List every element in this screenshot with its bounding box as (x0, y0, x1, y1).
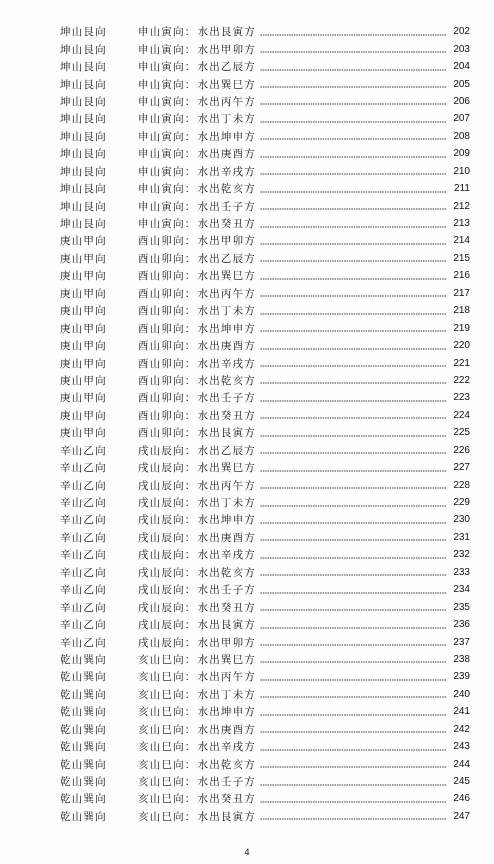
toc-page-number: 245 (453, 776, 470, 788)
toc-secondary-direction: 亥山巳向： (138, 653, 197, 666)
toc-secondary-direction: 戌山辰向： (138, 462, 197, 475)
toc-page-number: 220 (453, 340, 470, 352)
dot-leader (260, 759, 447, 769)
toc-primary-direction: 辛山乙向 (60, 619, 107, 632)
toc-water-exit: 水出巽巳方 (197, 462, 256, 475)
toc-page-number: 235 (453, 601, 470, 613)
toc-page-number: 223 (453, 392, 470, 404)
toc-entry[interactable] (60, 285, 470, 302)
toc-water-exit: 水出巽巳方 (197, 653, 256, 666)
toc-page-number: 215 (453, 252, 470, 264)
toc-page-number: 224 (453, 409, 470, 421)
toc-entry[interactable] (60, 319, 470, 336)
toc-primary-direction: 庚山甲向 (60, 427, 107, 440)
toc-secondary-direction: 酉山卯向： (138, 270, 197, 283)
toc-page-number: 225 (453, 427, 470, 439)
dot-leader (260, 794, 447, 804)
toc-secondary-direction: 申山寅向： (138, 200, 197, 213)
toc-entry[interactable] (60, 180, 470, 197)
toc-page-number: 244 (453, 758, 470, 770)
toc-page-number: 231 (453, 531, 470, 543)
toc-water-exit: 水出癸丑方 (197, 409, 256, 422)
toc-entry[interactable] (60, 598, 470, 615)
toc-page-number: 217 (453, 287, 470, 299)
toc-page-number: 209 (453, 148, 470, 160)
dot-leader (260, 358, 447, 368)
toc-entry[interactable] (60, 75, 470, 92)
toc-secondary-direction: 戌山辰向： (138, 619, 197, 632)
toc-primary-direction: 庚山甲向 (60, 409, 107, 422)
dot-leader (260, 428, 447, 438)
dot-leader (260, 253, 447, 263)
toc-water-exit: 水出丙午方 (197, 95, 256, 108)
toc-water-exit: 水出壬子方 (197, 200, 256, 213)
toc-primary-direction: 坤山艮向 (60, 183, 107, 196)
toc-water-exit: 水出庚酉方 (197, 531, 256, 544)
dot-leader (260, 410, 447, 420)
toc-secondary-direction: 戌山辰向： (138, 497, 197, 510)
toc-secondary-direction: 申山寅向： (138, 78, 197, 91)
toc-secondary-direction: 酉山卯向： (138, 340, 197, 353)
toc-entry[interactable] (60, 442, 470, 459)
toc-water-exit: 水出丙午方 (197, 671, 256, 684)
toc-water-exit: 水出壬子方 (197, 776, 256, 789)
dot-leader (260, 184, 447, 194)
dot-leader (260, 149, 447, 159)
dot-leader (260, 602, 447, 612)
toc-page-number: 229 (453, 497, 470, 509)
toc-water-exit: 水出坤申方 (197, 322, 256, 335)
dot-leader (260, 271, 447, 281)
toc-secondary-direction: 申山寅向： (138, 95, 197, 108)
toc-page-number: 222 (453, 374, 470, 386)
toc-page-number: 243 (453, 741, 470, 753)
dot-leader (260, 637, 447, 647)
toc-entry[interactable] (60, 337, 470, 354)
dot-leader (260, 236, 447, 246)
dot-leader (260, 27, 447, 37)
dot-leader (260, 375, 447, 385)
toc-entry[interactable] (60, 23, 470, 40)
toc-page-number: 234 (453, 584, 470, 596)
toc-primary-direction: 辛山乙向 (60, 584, 107, 597)
page-number: 4 (244, 847, 250, 857)
toc-water-exit: 水出乾亥方 (197, 183, 256, 196)
toc-water-exit: 水出辛戌方 (197, 357, 256, 370)
toc-secondary-direction: 戌山辰向： (138, 584, 197, 597)
toc-primary-direction: 乾山巽向 (60, 688, 107, 701)
toc-secondary-direction: 申山寅向： (138, 61, 197, 74)
toc-water-exit: 水出甲卯方 (197, 235, 256, 248)
toc-water-exit: 水出乙辰方 (197, 444, 256, 457)
toc-entry[interactable] (60, 808, 470, 825)
toc-page-number: 226 (453, 444, 470, 456)
toc-water-exit: 水出壬子方 (197, 392, 256, 405)
toc-secondary-direction: 戌山辰向： (138, 444, 197, 457)
toc-water-exit: 水出庚酉方 (197, 723, 256, 736)
toc-secondary-direction: 亥山巳向： (138, 758, 197, 771)
toc-entry[interactable] (60, 651, 470, 668)
toc-secondary-direction: 酉山卯向： (138, 235, 197, 248)
toc-water-exit: 水出乙辰方 (197, 61, 256, 74)
toc-entry[interactable] (60, 511, 470, 528)
toc-water-exit: 水出丁未方 (197, 305, 256, 318)
toc-entry[interactable] (60, 163, 470, 180)
toc-secondary-direction: 申山寅向： (138, 183, 197, 196)
toc-water-exit: 水出庚酉方 (197, 340, 256, 353)
toc-page-number: 205 (453, 78, 470, 90)
toc-secondary-direction: 亥山巳向： (138, 776, 197, 789)
toc-water-exit: 水出辛戌方 (197, 549, 256, 562)
dot-leader (260, 707, 447, 717)
dot-leader (260, 96, 447, 106)
toc-secondary-direction: 亥山巳向： (138, 671, 197, 684)
dot-leader (260, 341, 447, 351)
toc-entry[interactable] (60, 721, 470, 738)
toc-primary-direction: 庚山甲向 (60, 340, 107, 353)
toc-page-number: 240 (453, 688, 470, 700)
toc-water-exit: 水出乾亥方 (197, 566, 256, 579)
dot-leader (260, 114, 447, 124)
toc-water-exit: 水出丙午方 (197, 479, 256, 492)
toc-primary-direction: 坤山艮向 (60, 78, 107, 91)
toc-primary-direction: 乾山巽向 (60, 671, 107, 684)
toc-secondary-direction: 酉山卯向： (138, 357, 197, 370)
toc-secondary-direction: 酉山卯向： (138, 287, 197, 300)
toc-entry[interactable] (60, 354, 470, 371)
toc-secondary-direction: 亥山巳向： (138, 688, 197, 701)
toc-secondary-direction: 戌山辰向： (138, 479, 197, 492)
dot-leader (260, 288, 447, 298)
dot-leader (260, 393, 447, 403)
toc-page-number: 246 (453, 793, 470, 805)
toc-secondary-direction: 申山寅向： (138, 165, 197, 178)
toc-page-number: 230 (453, 514, 470, 526)
toc-primary-direction: 坤山艮向 (60, 26, 107, 39)
dot-leader (260, 550, 447, 560)
toc-primary-direction: 庚山甲向 (60, 322, 107, 335)
dot-leader (260, 445, 447, 455)
toc-primary-direction: 乾山巽向 (60, 776, 107, 789)
toc-entry[interactable] (60, 302, 470, 319)
toc-page-number: 202 (453, 26, 470, 38)
toc-secondary-direction: 申山寅向： (138, 113, 197, 126)
toc-entry[interactable] (60, 546, 470, 563)
toc-water-exit: 水出丙午方 (197, 287, 256, 300)
toc-entry[interactable] (60, 633, 470, 650)
dot-leader (260, 811, 447, 821)
toc-secondary-direction: 酉山卯向： (138, 392, 197, 405)
toc-secondary-direction: 戌山辰向： (138, 636, 197, 649)
toc-primary-direction: 辛山乙向 (60, 566, 107, 579)
toc-primary-direction: 坤山艮向 (60, 218, 107, 231)
toc-page-number: 210 (453, 165, 470, 177)
toc-page-number: 239 (453, 671, 470, 683)
dot-leader (260, 672, 447, 682)
toc-page-number: 221 (453, 357, 470, 369)
toc-page-number: 214 (453, 235, 470, 247)
toc-page-number: 241 (453, 706, 470, 718)
toc-entry[interactable] (60, 616, 470, 633)
toc-primary-direction: 坤山艮向 (60, 43, 107, 56)
toc-page-number: 216 (453, 270, 470, 282)
toc-entry[interactable] (60, 755, 470, 772)
toc-water-exit: 水出乾亥方 (197, 758, 256, 771)
toc-page-number: 211 (454, 183, 470, 195)
toc-entry[interactable] (60, 407, 470, 424)
toc-water-exit: 水出丁未方 (197, 688, 256, 701)
toc-page-number: 204 (453, 61, 470, 73)
toc-secondary-direction: 酉山卯向： (138, 427, 197, 440)
toc-water-exit: 水出艮寅方 (197, 26, 256, 39)
toc-primary-direction: 辛山乙向 (60, 462, 107, 475)
toc-water-exit: 水出庚酉方 (197, 148, 256, 161)
toc-primary-direction: 坤山艮向 (60, 95, 107, 108)
toc-page-number: 206 (453, 95, 470, 107)
toc-page-number: 213 (453, 218, 470, 230)
toc-entry[interactable] (60, 197, 470, 214)
dot-leader (260, 689, 447, 699)
dot-leader (260, 131, 447, 141)
toc-entry[interactable] (60, 93, 470, 110)
toc-entry[interactable] (60, 581, 470, 598)
toc-page-number: 218 (453, 305, 470, 317)
dot-leader (260, 463, 447, 473)
toc-secondary-direction: 亥山巳向： (138, 723, 197, 736)
toc-entry[interactable] (60, 476, 470, 493)
toc-entry[interactable] (60, 738, 470, 755)
dot-leader (260, 219, 447, 229)
toc-page-number: 227 (453, 462, 470, 474)
toc-primary-direction: 坤山艮向 (60, 113, 107, 126)
dot-leader (260, 166, 447, 176)
toc-primary-direction: 庚山甲向 (60, 270, 107, 283)
toc-water-exit: 水出癸丑方 (197, 601, 256, 614)
dot-leader (260, 79, 447, 89)
toc-secondary-direction: 戌山辰向： (138, 549, 197, 562)
toc-primary-direction: 辛山乙向 (60, 514, 107, 527)
toc-water-exit: 水出艮寅方 (197, 427, 256, 440)
toc-primary-direction: 辛山乙向 (60, 549, 107, 562)
toc-page-number: 212 (453, 200, 470, 212)
toc-entry[interactable] (60, 389, 470, 406)
dot-leader (260, 532, 447, 542)
toc-entry[interactable] (60, 232, 470, 249)
dot-leader (260, 44, 447, 54)
dot-leader (260, 654, 447, 664)
toc-water-exit: 水出癸丑方 (197, 218, 256, 231)
toc-page-number: 247 (453, 810, 470, 822)
toc-secondary-direction: 申山寅向： (138, 218, 197, 231)
dot-leader (260, 567, 447, 577)
dot-leader (260, 620, 447, 630)
toc-water-exit: 水出乾亥方 (197, 374, 256, 387)
dot-leader (260, 515, 447, 525)
toc-primary-direction: 坤山艮向 (60, 148, 107, 161)
toc-secondary-direction: 戌山辰向： (138, 566, 197, 579)
toc-primary-direction: 坤山艮向 (60, 130, 107, 143)
dot-leader (260, 201, 447, 211)
toc-water-exit: 水出壬子方 (197, 584, 256, 597)
toc-primary-direction: 辛山乙向 (60, 497, 107, 510)
toc-secondary-direction: 申山寅向： (138, 43, 197, 56)
toc-page-number: 242 (453, 723, 470, 735)
toc-page-number: 228 (453, 479, 470, 491)
dot-leader (260, 480, 447, 490)
toc-primary-direction: 庚山甲向 (60, 392, 107, 405)
toc-entry[interactable] (60, 529, 470, 546)
toc-water-exit: 水出辛戌方 (197, 741, 256, 754)
toc-primary-direction: 乾山巽向 (60, 793, 107, 806)
toc-water-exit: 水出甲卯方 (197, 43, 256, 56)
toc-entry[interactable] (60, 686, 470, 703)
toc-primary-direction: 辛山乙向 (60, 444, 107, 457)
toc-secondary-direction: 戌山辰向： (138, 531, 197, 544)
toc-primary-direction: 乾山巽向 (60, 741, 107, 754)
toc-entry[interactable] (60, 58, 470, 75)
toc-primary-direction: 庚山甲向 (60, 287, 107, 300)
toc-entry[interactable] (60, 668, 470, 685)
toc-water-exit: 水出辛戌方 (197, 165, 256, 178)
toc-primary-direction: 辛山乙向 (60, 601, 107, 614)
toc-entry[interactable] (60, 372, 470, 389)
toc-secondary-direction: 亥山巳向： (138, 810, 197, 823)
toc-entry[interactable] (60, 40, 470, 57)
toc-page-number: 207 (453, 113, 470, 125)
toc-primary-direction: 庚山甲向 (60, 252, 107, 265)
toc-water-exit: 水出癸丑方 (197, 793, 256, 806)
toc-secondary-direction: 亥山巳向： (138, 741, 197, 754)
dot-leader (260, 306, 447, 316)
toc-primary-direction: 庚山甲向 (60, 235, 107, 248)
toc-primary-direction: 坤山艮向 (60, 200, 107, 213)
toc-page-number: 233 (453, 566, 470, 578)
toc-secondary-direction: 亥山巳向： (138, 706, 197, 719)
toc-secondary-direction: 酉山卯向： (138, 305, 197, 318)
toc-water-exit: 水出巽巳方 (197, 78, 256, 91)
toc-entry[interactable] (60, 250, 470, 267)
toc-page-number: 232 (453, 549, 470, 561)
toc-primary-direction: 乾山巽向 (60, 758, 107, 771)
toc-water-exit: 水出坤申方 (197, 130, 256, 143)
dot-leader (260, 62, 447, 72)
toc-entry[interactable] (60, 773, 470, 790)
toc-page-number: 219 (453, 322, 470, 334)
dot-leader (260, 724, 447, 734)
toc-secondary-direction: 申山寅向： (138, 26, 197, 39)
toc-water-exit: 水出巽巳方 (197, 270, 256, 283)
toc-primary-direction: 辛山乙向 (60, 531, 107, 544)
toc-secondary-direction: 戌山辰向： (138, 601, 197, 614)
toc-primary-direction: 乾山巽向 (60, 653, 107, 666)
table-of-contents (60, 23, 470, 825)
dot-leader (260, 585, 447, 595)
toc-primary-direction: 庚山甲向 (60, 374, 107, 387)
toc-primary-direction: 坤山艮向 (60, 61, 107, 74)
toc-page-number: 238 (453, 653, 470, 665)
toc-secondary-direction: 酉山卯向： (138, 322, 197, 335)
dot-leader (260, 323, 447, 333)
toc-entry[interactable] (60, 267, 470, 284)
dot-leader (260, 498, 447, 508)
toc-secondary-direction: 酉山卯向： (138, 409, 197, 422)
toc-page-number: 236 (453, 619, 470, 631)
toc-secondary-direction: 申山寅向： (138, 130, 197, 143)
toc-entry[interactable] (60, 703, 470, 720)
toc-entry[interactable] (60, 128, 470, 145)
toc-secondary-direction: 申山寅向： (138, 148, 197, 161)
toc-secondary-direction: 戌山辰向： (138, 514, 197, 527)
toc-water-exit: 水出坤申方 (197, 706, 256, 719)
toc-entry[interactable] (60, 424, 470, 441)
toc-entry[interactable] (60, 215, 470, 232)
toc-primary-direction: 乾山巽向 (60, 706, 107, 719)
toc-water-exit: 水出艮寅方 (197, 810, 256, 823)
toc-primary-direction: 坤山艮向 (60, 165, 107, 178)
toc-secondary-direction: 酉山卯向： (138, 374, 197, 387)
dot-leader (260, 777, 447, 787)
toc-water-exit: 水出乙辰方 (197, 252, 256, 265)
toc-primary-direction: 乾山巽向 (60, 723, 107, 736)
toc-entry[interactable] (60, 564, 470, 581)
toc-secondary-direction: 亥山巳向： (138, 793, 197, 806)
toc-primary-direction: 乾山巽向 (60, 810, 107, 823)
toc-entry[interactable] (60, 459, 470, 476)
toc-page-number: 208 (453, 130, 470, 142)
toc-primary-direction: 庚山甲向 (60, 357, 107, 370)
toc-entry[interactable] (60, 790, 470, 807)
toc-entry[interactable] (60, 110, 470, 127)
toc-entry[interactable] (60, 145, 470, 162)
toc-page-number: 203 (453, 43, 470, 55)
toc-page-number: 237 (453, 636, 470, 648)
toc-primary-direction: 辛山乙向 (60, 479, 107, 492)
toc-primary-direction: 辛山乙向 (60, 636, 107, 649)
toc-water-exit: 水出甲卯方 (197, 636, 256, 649)
toc-secondary-direction: 酉山卯向： (138, 252, 197, 265)
toc-water-exit: 水出艮寅方 (197, 619, 256, 632)
toc-water-exit: 水出丁未方 (197, 497, 256, 510)
dot-leader (260, 742, 447, 752)
toc-water-exit: 水出坤申方 (197, 514, 256, 527)
toc-entry[interactable] (60, 494, 470, 511)
toc-water-exit: 水出丁未方 (197, 113, 256, 126)
toc-primary-direction: 庚山甲向 (60, 305, 107, 318)
